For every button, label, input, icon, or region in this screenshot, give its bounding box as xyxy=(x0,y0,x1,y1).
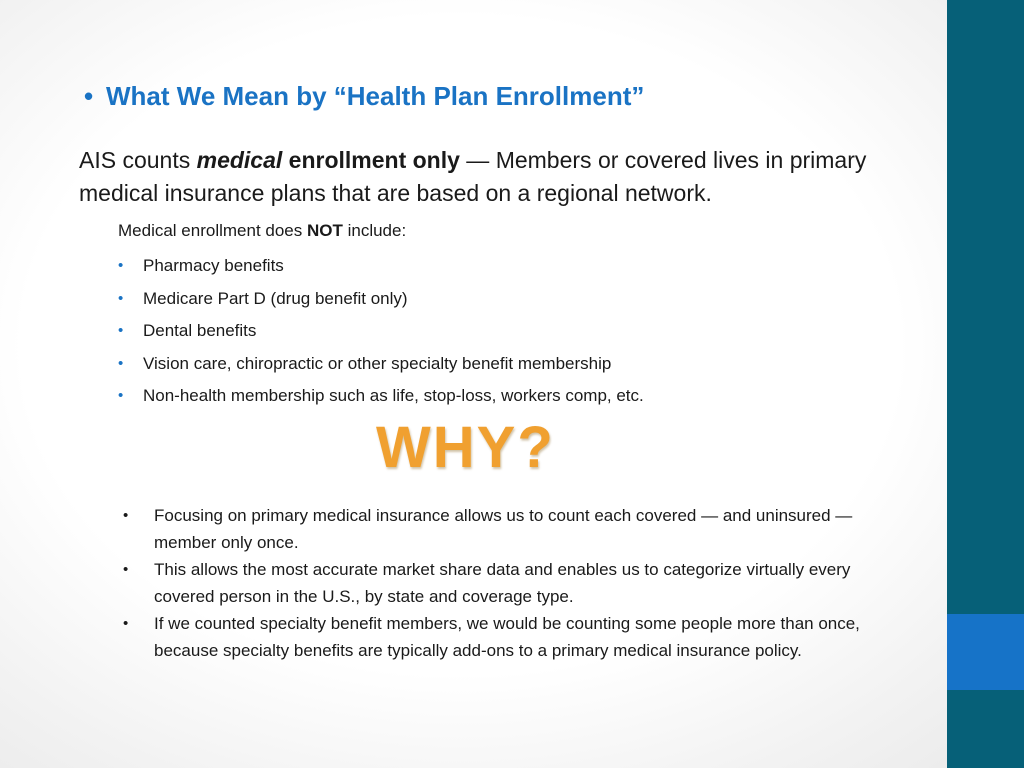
intro-paragraph xyxy=(79,144,939,210)
bullet-icon: • xyxy=(84,81,94,111)
exclusion-item xyxy=(118,383,644,416)
reasons-list xyxy=(121,502,861,664)
why-heading: WHY? xyxy=(376,415,555,480)
exclusions-list xyxy=(118,253,644,416)
exclusion-item xyxy=(118,318,644,351)
bullet-icon: • xyxy=(118,257,124,274)
bullet-icon: • xyxy=(118,322,124,339)
bullet-icon: • xyxy=(118,354,124,372)
heading-text: What We Mean by “Health Plan Enrollment” xyxy=(106,81,645,111)
exclusion-item xyxy=(118,351,644,384)
reason-text: Focusing on primary medical insurance allows us to count each covered — and uninsured — member only once. xyxy=(154,506,853,552)
exclusions-intro-suffix: include: xyxy=(342,221,407,240)
exclusion-text: Non-health membership such as life, stop-loss, workers comp, etc. xyxy=(143,386,644,405)
bullet-icon: • xyxy=(123,615,129,632)
bullet-icon: • xyxy=(123,561,129,578)
sidebar-accent-block xyxy=(947,614,1024,690)
exclusion-item xyxy=(118,286,644,319)
intro-medical: medical xyxy=(196,147,283,173)
reason-item xyxy=(121,610,861,664)
reason-text: If we counted specialty benefit members, we would be counting some people more than once, because specialty benefits are typically add-ons to a primary medical insurance policy. xyxy=(154,614,860,660)
reason-item xyxy=(121,556,861,610)
exclusions-intro-prefix: Medical enrollment does xyxy=(118,221,307,240)
exclusion-text: Medicare Part D (drug benefit only) xyxy=(143,288,408,308)
bullet-icon: • xyxy=(118,387,124,404)
exclusion-text: Vision care, chiropractic or other specialty benefit membership xyxy=(143,353,612,373)
bullet-icon: • xyxy=(123,507,129,524)
intro-enrollment-only: enrollment only xyxy=(282,147,460,173)
slide-heading xyxy=(84,81,644,112)
exclusion-text: Pharmacy benefits xyxy=(143,256,284,275)
reason-item xyxy=(121,502,861,556)
exclusion-text: Dental benefits xyxy=(143,321,257,340)
reason-text: This allows the most accurate market share data and enables us to categorize virtually every covered person in the U.S., by state and coverage type. xyxy=(154,560,851,606)
exclusion-item xyxy=(118,253,644,286)
exclusions-intro xyxy=(118,221,406,241)
exclusions-intro-not: NOT xyxy=(306,221,343,240)
intro-prefix: AIS counts xyxy=(79,147,197,173)
intro-suffix: — Members or covered lives in primary medical insurance plans that are based on a regional network. xyxy=(79,147,867,206)
bullet-icon: • xyxy=(118,289,124,307)
